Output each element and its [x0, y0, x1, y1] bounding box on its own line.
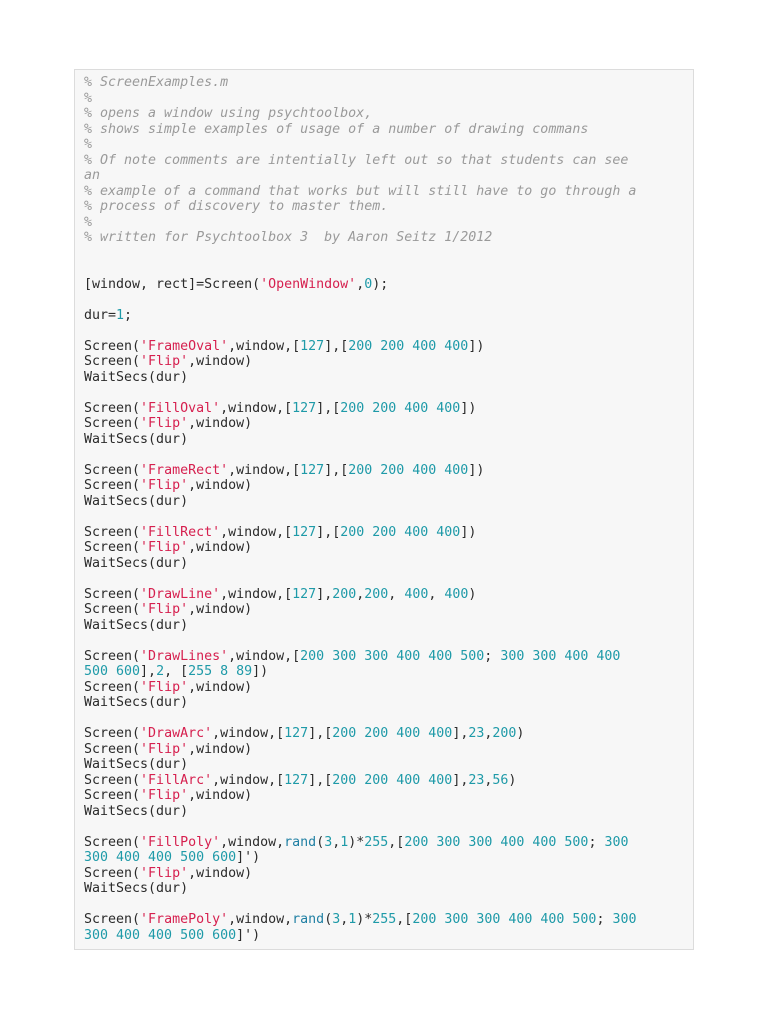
- code-token: Screen(: [84, 478, 141, 493]
- code-token: 'DrawLines': [140, 648, 229, 664]
- code-line: [84, 587, 636, 603]
- code-line: [84, 416, 636, 432]
- code-line: [84, 91, 636, 107]
- code-token: Screen(: [84, 772, 141, 788]
- code-listing: [84, 75, 636, 943]
- code-token: ],[: [324, 462, 349, 478]
- code-line: [84, 385, 636, 401]
- code-token: 200 200 400 400: [340, 524, 461, 540]
- code-token: WaitSecs(dur): [84, 617, 189, 633]
- code-token: % shows simple examples of usage of a number of drawing commans: [84, 121, 589, 137]
- code-token: Screen(: [84, 865, 141, 881]
- code-token: ]): [460, 400, 477, 416]
- code-token: ,: [340, 912, 349, 927]
- code-token: rand: [292, 912, 325, 927]
- code-token: ,window,: [220, 834, 285, 850]
- code-token: ,window): [188, 788, 253, 803]
- code-token: 3: [324, 834, 333, 850]
- code-token: ,window): [188, 602, 253, 617]
- code-line: [84, 540, 636, 556]
- code-line: [84, 122, 636, 138]
- code-line: [84, 261, 636, 277]
- code-token: Screen(: [84, 648, 141, 664]
- code-token: ,window): [188, 416, 253, 431]
- code-token: ],: [316, 586, 333, 602]
- code-token: ): [468, 586, 477, 602]
- code-token: ,[: [396, 912, 413, 927]
- code-token: ],: [140, 664, 157, 679]
- code-token: Screen(: [84, 338, 141, 354]
- code-line: [84, 928, 636, 944]
- code-token: Screen(: [84, 679, 141, 695]
- code-token: 255: [364, 834, 389, 850]
- code-token: 'Flip': [140, 788, 189, 803]
- code-token: 'Flip': [140, 478, 189, 493]
- code-token: rand: [284, 834, 317, 850]
- code-line: [84, 106, 636, 122]
- code-line: [84, 881, 636, 897]
- code-token: 300: [612, 912, 637, 927]
- code-token: 400: [404, 586, 429, 602]
- code-token: Screen(: [84, 741, 141, 757]
- code-token: WaitSecs(dur): [84, 555, 189, 571]
- code-token: WaitSecs(dur): [84, 803, 189, 819]
- code-token: ],[: [308, 772, 333, 788]
- code-token: ): [516, 726, 525, 741]
- code-line: [84, 137, 636, 153]
- code-token: 'DrawArc': [140, 726, 213, 741]
- code-line: [84, 525, 636, 541]
- code-line: [84, 463, 636, 479]
- code-token: 'FillOval': [140, 400, 221, 416]
- code-token: ]'): [236, 850, 261, 865]
- code-token: 300 400 400 500 600: [84, 927, 237, 943]
- code-line: [84, 804, 636, 820]
- code-token: WaitSecs(dur): [84, 757, 189, 772]
- code-token: [window, rect]=Screen(: [84, 276, 261, 292]
- code-line: [84, 184, 636, 200]
- code-line: [84, 618, 636, 634]
- code-line: [84, 897, 636, 913]
- code-token: 200 300 300 400 400 500: [300, 648, 485, 664]
- code-line: [84, 866, 636, 882]
- code-token: 23: [468, 772, 485, 788]
- code-line: [84, 230, 636, 246]
- code-token: an: [84, 168, 101, 183]
- code-line: [84, 835, 636, 851]
- code-token: 23: [468, 726, 485, 741]
- code-token: );: [372, 276, 389, 292]
- code-token: 300: [604, 834, 629, 850]
- code-token: 56: [492, 772, 509, 788]
- code-line: [84, 354, 636, 370]
- code-line: [84, 447, 636, 463]
- code-token: 'Flip': [140, 602, 189, 617]
- code-line: [84, 308, 636, 324]
- code-token: 200: [364, 586, 389, 602]
- code-token: ;: [124, 307, 133, 323]
- code-token: 127: [284, 772, 309, 788]
- code-token: 127: [292, 586, 317, 602]
- code-token: ,window,: [228, 912, 293, 927]
- code-token: ],[: [316, 400, 341, 416]
- code-token: ,window,[: [228, 338, 301, 354]
- code-token: 0: [364, 276, 373, 292]
- code-token: Screen(: [84, 912, 141, 927]
- code-token: ,window,[: [212, 772, 285, 788]
- code-token: Screen(: [84, 462, 141, 478]
- code-token: % example of a command that works but will still have to go through a: [84, 183, 637, 199]
- code-token: % ScreenExamples.m: [84, 75, 229, 90]
- code-token: ]): [460, 524, 477, 540]
- code-token: 1: [340, 834, 349, 850]
- code-token: WaitSecs(dur): [84, 369, 189, 385]
- code-token: Screen(: [84, 524, 141, 540]
- code-token: 200 200 400 400: [340, 400, 461, 416]
- code-line: [84, 649, 636, 665]
- code-line: [84, 695, 636, 711]
- code-token: 'FrameOval': [140, 338, 229, 354]
- code-token: ,: [332, 834, 341, 850]
- code-token: ;: [484, 648, 501, 664]
- code-token: Screen(: [84, 416, 141, 431]
- code-token: 400: [444, 586, 469, 602]
- code-token: 200 300 300 400 400 500: [404, 834, 589, 850]
- code-token: Screen(: [84, 602, 141, 617]
- code-line: [84, 571, 636, 587]
- code-token: dur=: [84, 307, 117, 323]
- code-token: ,: [428, 586, 445, 602]
- code-token: 1: [348, 912, 357, 927]
- code-token: ]): [468, 338, 485, 354]
- code-token: 200 200 400 400: [348, 338, 469, 354]
- code-token: , [: [164, 664, 189, 679]
- code-line: [84, 742, 636, 758]
- code-line: [84, 277, 636, 293]
- code-line: [84, 509, 636, 525]
- code-token: % opens a window using psychtoolbox,: [84, 106, 373, 121]
- code-line: [84, 370, 636, 386]
- code-token: %: [84, 90, 93, 106]
- code-line: [84, 153, 636, 169]
- code-token: ,window): [188, 741, 253, 757]
- code-token: )*: [356, 912, 373, 927]
- code-token: 200 200 400 400: [348, 462, 469, 478]
- code-token: ,window): [188, 354, 253, 369]
- code-token: ;: [596, 912, 613, 927]
- code-token: WaitSecs(dur): [84, 695, 189, 710]
- code-token: 3: [332, 912, 341, 927]
- code-token: 'FillRect': [140, 524, 221, 540]
- code-token: ,window): [188, 679, 253, 695]
- code-line: [84, 75, 636, 91]
- code-token: 255: [372, 912, 397, 927]
- code-token: % written for Psychtoolbox 3 by Aaron Seitz 1/2012: [84, 230, 493, 245]
- code-token: 'Flip': [140, 416, 189, 431]
- code-token: ,: [356, 586, 365, 602]
- code-token: ): [508, 772, 517, 788]
- code-token: 'FrameRect': [140, 462, 229, 478]
- code-token: 200 200 400 400: [332, 726, 453, 741]
- code-token: 200: [332, 586, 357, 602]
- code-line: [84, 773, 636, 789]
- code-token: 200: [492, 726, 517, 741]
- code-line: [84, 323, 636, 339]
- code-token: Screen(: [84, 540, 141, 555]
- code-token: (: [324, 912, 333, 927]
- code-line: [84, 432, 636, 448]
- code-token: 'Flip': [140, 741, 189, 757]
- code-token: 'FramePoly': [140, 912, 229, 927]
- code-block: [74, 69, 694, 950]
- code-token: ,window,[: [220, 586, 293, 602]
- code-token: ],[: [324, 338, 349, 354]
- code-line: [84, 788, 636, 804]
- code-token: %: [84, 137, 93, 152]
- code-token: ,window,[: [228, 462, 301, 478]
- code-token: 300 400 400 500 600: [84, 850, 237, 865]
- code-token: WaitSecs(dur): [84, 493, 189, 509]
- code-token: ,window): [188, 540, 253, 555]
- code-line: [84, 339, 636, 355]
- code-token: ],: [452, 772, 469, 788]
- code-token: ,window,[: [220, 400, 293, 416]
- code-token: Screen(: [84, 354, 141, 369]
- code-token: ,: [388, 586, 405, 602]
- code-line: [84, 556, 636, 572]
- code-token: ]'): [236, 927, 261, 943]
- code-line: [84, 680, 636, 696]
- code-token: WaitSecs(dur): [84, 881, 189, 896]
- code-token: %: [84, 214, 93, 230]
- code-token: Screen(: [84, 726, 141, 741]
- code-token: Screen(: [84, 788, 141, 803]
- code-token: ,window,[: [212, 726, 285, 741]
- code-line: [84, 246, 636, 262]
- code-token: ],[: [308, 726, 333, 741]
- code-token: 127: [300, 462, 325, 478]
- code-line: [84, 215, 636, 231]
- code-token: 1: [116, 307, 125, 323]
- code-token: 2: [156, 664, 165, 679]
- code-token: ;: [588, 834, 605, 850]
- code-line: [84, 602, 636, 618]
- code-token: Screen(: [84, 586, 141, 602]
- code-token: % process of discovery to master them.: [84, 199, 389, 214]
- code-token: 127: [284, 726, 309, 741]
- code-token: 'Flip': [140, 540, 189, 555]
- code-line: [84, 401, 636, 417]
- code-token: 'DrawLine': [140, 586, 221, 602]
- code-line: [84, 199, 636, 215]
- code-line: [84, 912, 636, 928]
- code-token: 'OpenWindow': [260, 276, 357, 292]
- code-token: ]): [468, 462, 485, 478]
- code-token: 255 8 89: [188, 664, 253, 679]
- code-token: % Of note comments are intentially left out so that students can see: [84, 152, 629, 168]
- code-line: [84, 664, 636, 680]
- code-token: ,window,[: [228, 648, 301, 664]
- code-token: Screen(: [84, 834, 141, 850]
- code-token: 'Flip': [140, 679, 189, 695]
- code-token: ,: [484, 726, 493, 741]
- code-token: ]): [252, 664, 269, 679]
- code-token: ,window,[: [220, 524, 293, 540]
- code-line: [84, 292, 636, 308]
- code-token: 500 600: [84, 664, 141, 679]
- code-token: 127: [300, 338, 325, 354]
- code-line: [84, 494, 636, 510]
- code-token: 200 300 300 400 400 500: [412, 912, 597, 927]
- code-line: [84, 757, 636, 773]
- code-token: 127: [292, 400, 317, 416]
- code-token: ],: [452, 726, 469, 741]
- code-token: ,: [484, 772, 493, 788]
- code-token: ,[: [388, 834, 405, 850]
- code-line: [84, 726, 636, 742]
- code-token: 'FillArc': [140, 772, 213, 788]
- code-line: [84, 711, 636, 727]
- code-token: )*: [348, 834, 365, 850]
- code-token: (: [316, 834, 325, 850]
- code-line: [84, 850, 636, 866]
- code-token: 300 300 400 400: [500, 648, 621, 664]
- code-token: WaitSecs(dur): [84, 431, 189, 447]
- code-token: 'FillPoly': [140, 834, 221, 850]
- code-token: ,window): [188, 865, 253, 881]
- code-token: ,: [356, 276, 365, 292]
- code-token: ,window): [188, 478, 253, 493]
- code-line: [84, 819, 636, 835]
- code-token: Screen(: [84, 400, 141, 416]
- code-line: [84, 168, 636, 184]
- code-token: 127: [292, 524, 317, 540]
- code-token: 'Flip': [140, 865, 189, 881]
- code-token: 200 200 400 400: [332, 772, 453, 788]
- code-line: [84, 478, 636, 494]
- code-line: [84, 633, 636, 649]
- code-token: ],[: [316, 524, 341, 540]
- code-token: 'Flip': [140, 354, 189, 369]
